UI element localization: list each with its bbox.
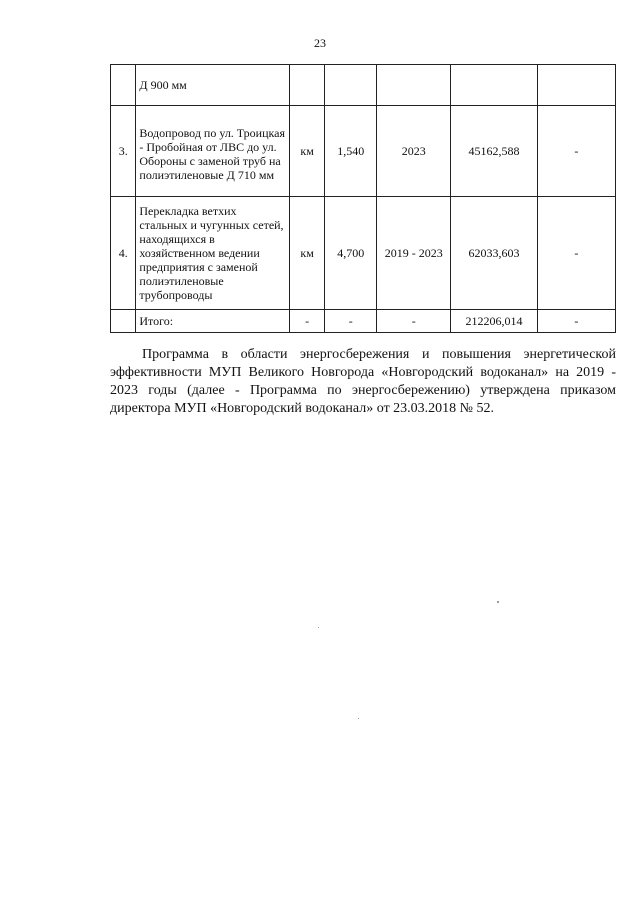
cell-quantity xyxy=(325,65,377,106)
cell-number xyxy=(111,310,136,333)
cell-name: Водопровод по ул. Троицкая - Пробойная от ЛВС до ул. Обороны с заменой труб на полиэтиленовые Д 710 мм xyxy=(136,106,289,197)
cell-total-label: Итого: xyxy=(136,310,289,333)
cell-extra: - xyxy=(537,310,615,333)
cell-cost: 62033,603 xyxy=(451,197,537,310)
scan-speck xyxy=(497,601,499,603)
table-row xyxy=(111,197,616,310)
table-row xyxy=(111,106,616,197)
cell-extra xyxy=(537,65,615,106)
cell-years: 2023 xyxy=(377,106,451,197)
body-paragraph: Программа в области энергосбережения и повышения энергетической эффективности МУП Великого Новгорода «Новгородский водоканал» на 2019 - 2023 годы (далее - Программа по энергосбережению) утверждена приказом директора МУП «Новгородский водоканал» от 23.03.2018 № 52. xyxy=(110,347,616,416)
scan-speck xyxy=(358,718,359,719)
cell-unit: - xyxy=(289,310,325,333)
cell-cost xyxy=(451,65,537,106)
table-total-row xyxy=(111,310,616,333)
cell-extra: - xyxy=(537,197,615,310)
cell-name: Д 900 мм xyxy=(136,65,289,106)
page-number: 23 xyxy=(314,36,326,50)
table-row xyxy=(111,65,616,106)
cell-unit: км xyxy=(289,197,325,310)
cell-number xyxy=(111,65,136,106)
cell-quantity: 1,540 xyxy=(325,106,377,197)
cell-name: Перекладка ветхих стальных и чугунных сетей, находящихся в хозяйственном ведении предприятия с заменой полиэтиленовые трубопроводы xyxy=(136,197,289,310)
scan-speck xyxy=(318,627,319,628)
cell-unit: км xyxy=(289,106,325,197)
cell-years: 2019 - 2023 xyxy=(377,197,451,310)
cell-total-cost: 212206,014 xyxy=(451,310,537,333)
cell-number: 4. xyxy=(111,197,136,310)
cell-years xyxy=(377,65,451,106)
cell-quantity: 4,700 xyxy=(325,197,377,310)
cell-number: 3. xyxy=(111,106,136,197)
cell-extra: - xyxy=(537,106,615,197)
investment-table xyxy=(110,64,616,333)
cell-years: - xyxy=(377,310,451,333)
cell-cost: 45162,588 xyxy=(451,106,537,197)
cell-unit xyxy=(289,65,325,106)
cell-quantity: - xyxy=(325,310,377,333)
